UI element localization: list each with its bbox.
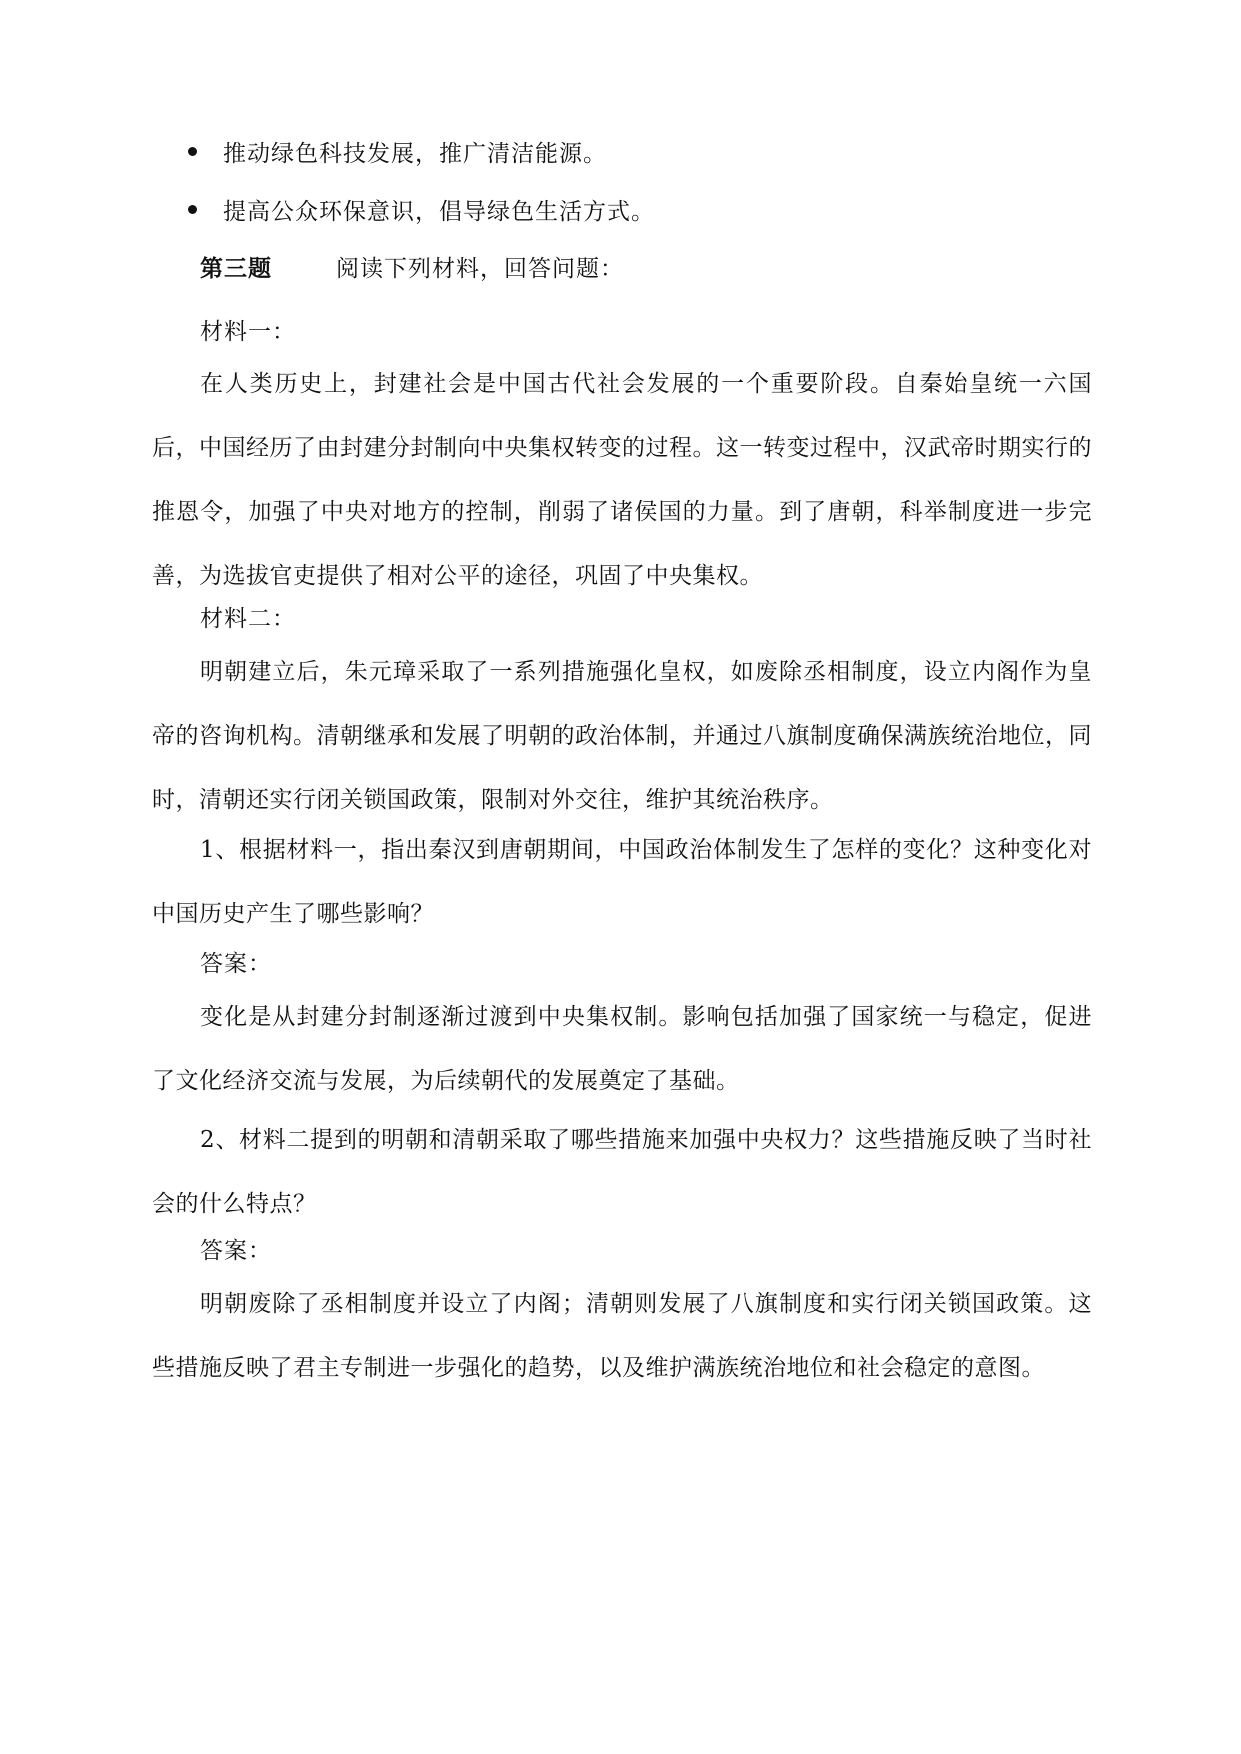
material-1-label: 材料一： bbox=[200, 318, 296, 345]
answer-1-label: 答案： bbox=[200, 950, 272, 977]
material-2-text: 明朝建立后，朱元璋采取了一系列措施强化皇权，如废除丞相制度，设立内阁作为皇帝的咨询机构。清朝继承和发展了明朝的政治体制，并通过八旗制度确保满族统治地位，同时，清朝还实行闭关锁国政策，限制对外交往，维护其统治秩序。 bbox=[152, 659, 1092, 813]
question-number: 第三题 bbox=[200, 254, 272, 282]
bullet-text: 提高公众环保意识，倡导绿色生活方式。 bbox=[223, 198, 655, 225]
question-heading bbox=[200, 246, 624, 286]
answer-2-label: 答案： bbox=[200, 1237, 272, 1264]
bullet-dot-icon bbox=[188, 147, 197, 156]
sub-question-1: 1、根据材料一，指出秦汉到唐朝期间，中国政治体制发生了怎样的变化？这种变化对中国历史产生了哪些影响？ bbox=[152, 837, 1092, 927]
bullet-text: 推动绿色科技发展，推广清洁能源。 bbox=[223, 140, 607, 167]
bullet-item bbox=[188, 131, 607, 171]
answer-2-text: 明朝废除了丞相制度并设立了内阁；清朝则发展了八旗制度和实行闭关锁国政策。这些措施反映了君主专制进一步强化的趋势，以及维护满族统治地位和社会稳定的意图。 bbox=[152, 1291, 1092, 1381]
material-1-text: 在人类历史上，封建社会是中国古代社会发展的一个重要阶段。自秦始皇统一六国后，中国经历了由封建分封制向中央集权转变的过程。这一转变过程中，汉武帝时期实行的推恩令，加强了中央对地方的控制，削弱了诸侯国的力量。到了唐朝，科举制度进一步完善，为选拔官吏提供了相对公平的途径，巩固了中央集权。 bbox=[152, 371, 1092, 589]
sub-question-2: 2、材料二提到的明朝和清朝采取了哪些措施来加强中央权力？这些措施反映了当时社会的什么特点？ bbox=[152, 1127, 1092, 1217]
bullet-dot-icon bbox=[188, 205, 197, 214]
material-2-label: 材料二： bbox=[200, 605, 296, 632]
answer-1-text: 变化是从封建分封制逐渐过渡到中央集权制。影响包括加强了国家统一与稳定，促进了文化经济交流与发展，为后续朝代的发展奠定了基础。 bbox=[152, 1004, 1092, 1094]
question-intro: 阅读下列材料，回答问题： bbox=[336, 255, 624, 282]
bullet-item bbox=[188, 189, 655, 229]
